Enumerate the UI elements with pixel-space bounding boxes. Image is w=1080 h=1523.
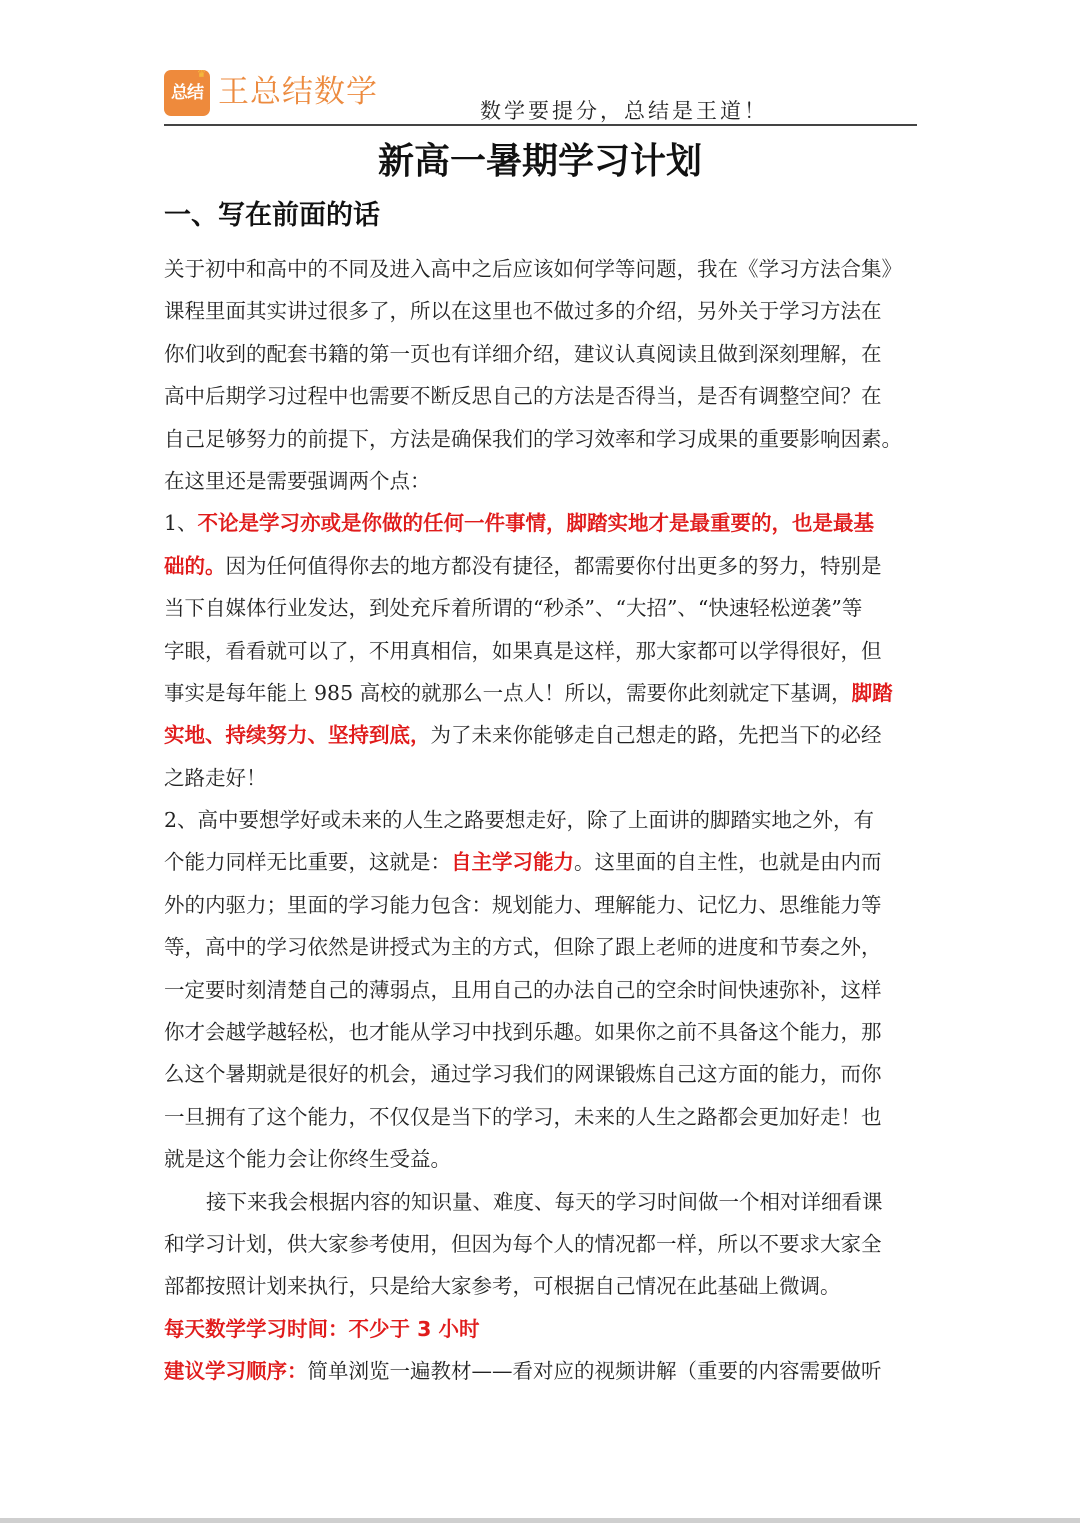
highlighted-text: 建议学习顺序： <box>164 1359 308 1384</box>
document-body <box>164 248 920 1393</box>
header-divider <box>164 124 917 126</box>
page-header <box>164 66 917 126</box>
text-line <box>164 672 920 714</box>
logo-badge <box>164 70 210 116</box>
highlighted-text: 不论是学习亦或是你做的任何一件事情，脚踏实地才是最重要的，也是最基 <box>197 511 875 536</box>
text-segment: 就是这个能力会让你终生受益。 <box>164 1147 451 1172</box>
text-segment: 和学习计划，供大家参考使用，但因为每个人的情况都一样，所以不要求大家全 <box>164 1231 882 1256</box>
text-line <box>164 757 920 799</box>
text-line <box>164 290 920 332</box>
text-line <box>164 502 920 544</box>
text-segment: 简单浏览一遍教材——看对应的视频讲解（重要的内容需要做听 <box>307 1359 882 1384</box>
text-segment: 当下自媒体行业发达，到处充斥着所谓的“秒杀”、“大招”、“快速轻松逆袭”等 <box>164 596 863 621</box>
text-line <box>164 714 920 756</box>
highlighted-text: 自主学习能力 <box>451 850 574 875</box>
highlighted-text: 脚踏 <box>851 680 893 705</box>
page-title: 新高一暑期学习计划 <box>377 141 702 182</box>
text-segment: 因为任何值得你去的地方都没有捷径，都需要你付出更多的努力，特别是 <box>225 553 882 578</box>
text-segment: 你们收到的配套书籍的第一页也有详细介绍，建议认真阅读且做到深刻理解，在 <box>164 341 882 366</box>
text-segment: 你才会越学越轻松，也才能从学习中找到乐趣。如果你之前不具备这个能力，那 <box>164 1020 882 1045</box>
text-line <box>164 1181 920 1223</box>
text-segment: 外的内驱力；里面的学习能力包含：规划能力、理解能力、记忆力、思维能力等 <box>164 892 882 917</box>
text-line <box>164 1308 920 1350</box>
text-segment: 课程里面其实讲过很多了，所以在这里也不做过多的介绍，另外关于学习方法在 <box>164 299 882 324</box>
text-line <box>164 1350 920 1392</box>
logo-badge-text: 总结 <box>171 83 203 103</box>
text-line <box>164 418 920 460</box>
section-heading: 一、写在前面的话 <box>164 200 380 231</box>
text-segment: 字眼，看看就可以了，不用真相信，如果真是这样，那大家都可以学得很好，但 <box>164 638 882 663</box>
text-line <box>164 1011 920 1053</box>
text-line <box>164 333 920 375</box>
text-line <box>164 630 920 672</box>
text-segment: 一定要时刻清楚自己的薄弱点，且用自己的办法自己的空余时间快速弥补，这样 <box>164 977 882 1002</box>
text-line <box>164 587 920 629</box>
text-segment: 等，高中的学习依然是讲授式为主的方式，但除了跟上老师的进度和节奏之外， <box>164 935 882 960</box>
text-segment: 事实是每年能上 985 高校的就那么一点人！所以，需要你此刻就定下基调， <box>164 680 852 705</box>
crown-icon: ♛ <box>197 70 205 80</box>
text-segment: 2、高中要想学好或未来的人生之路要想走好，除了上面讲的脚踏实地之外，有 <box>164 808 875 833</box>
text-line <box>164 841 920 883</box>
text-line <box>164 1265 920 1307</box>
text-segment: 一旦拥有了这个能力，不仅仅是当下的学习，未来的人生之路都会更加好走！也 <box>164 1104 882 1129</box>
text-segment: 接下来我会根据内容的知识量、难度、每天的学习时间做一个相对详细看课 <box>206 1189 883 1214</box>
text-segment: 个能力同样无比重要，这就是： <box>164 850 451 875</box>
text-line <box>164 460 920 502</box>
text-line <box>164 969 920 1011</box>
text-segment: 高中后期学习过程中也需要不断反思自己的方法是否得当，是否有调整空间？在 <box>164 384 882 409</box>
text-segment: 之路走好！ <box>164 765 267 790</box>
text-line <box>164 1096 920 1138</box>
text-line <box>164 884 920 926</box>
text-segment: 自己足够努力的前提下，方法是确保我们的学习效率和学习成果的重要影响因素。 <box>164 426 902 451</box>
text-segment: 关于初中和高中的不同及进入高中之后应该如何学等问题，我在《学习方法合集》 <box>164 257 902 281</box>
highlighted-text: 每天数学学习时间：不少于 3 小时 <box>164 1316 480 1341</box>
text-line <box>164 1053 920 1095</box>
highlighted-text: 础的。 <box>164 553 226 578</box>
text-segment: 在这里还是需要强调两个点： <box>164 468 431 493</box>
brand-name: 王总结数学 <box>218 74 378 110</box>
text-line <box>164 1223 920 1265</box>
text-segment: 为了未来你能够走自己想走的路，先把当下的必经 <box>430 723 882 748</box>
text-line <box>164 545 920 587</box>
highlighted-text: 实地、持续努力、坚持到底， <box>164 723 431 748</box>
text-line <box>164 248 920 290</box>
slogan: 数学要提分，总结是王道！ <box>480 99 768 123</box>
text-line <box>164 375 920 417</box>
text-segment: 部都按照计划来执行，只是给大家参考，可根据自己情况在此基础上微调。 <box>164 1274 841 1299</box>
text-segment: 。这里面的自主性，也就是由内而 <box>574 850 882 875</box>
text-line <box>164 1138 920 1180</box>
text-segment: 么这个暑期就是很好的机会，通过学习我们的网课锻炼自己这方面的能力，而你 <box>164 1062 882 1087</box>
text-segment: 1、 <box>164 511 198 536</box>
page-bottom-edge <box>0 1518 1080 1523</box>
text-line <box>164 926 920 968</box>
text-line <box>164 799 920 841</box>
